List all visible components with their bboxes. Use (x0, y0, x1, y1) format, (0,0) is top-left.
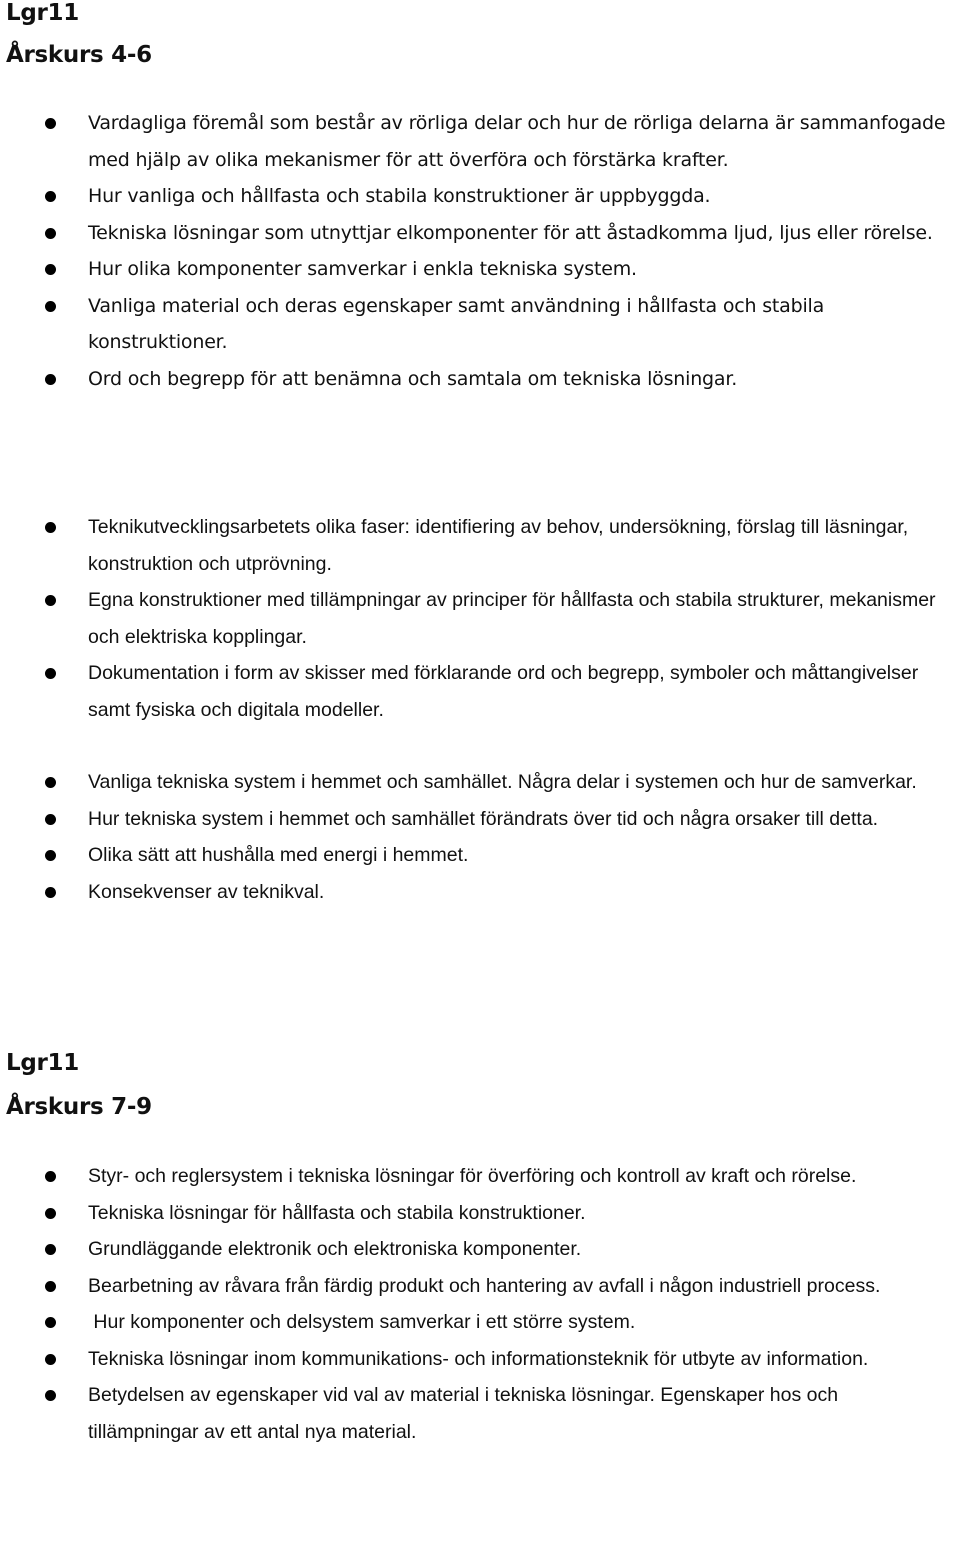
bullet-icon (45, 1281, 56, 1292)
list-item (0, 655, 960, 728)
section1-heading-line1: Lgr11 (6, 0, 79, 26)
section2-heading-line2: Årskurs 7-9 (6, 1094, 152, 1120)
list-item (0, 1304, 960, 1341)
list-item-text: Olika sätt att hushålla med energi i hemmet. (88, 844, 469, 866)
bullet-icon (45, 118, 56, 129)
bullet-icon (45, 887, 56, 898)
bullet-icon (45, 191, 56, 202)
list-item (0, 1341, 960, 1378)
section1-heading-line2: Årskurs 4-6 (6, 42, 152, 68)
list-item-text: Hur tekniska system i hemmet och samhället förändrats över tid och några orsaker till detta. (88, 807, 879, 830)
list-item (0, 288, 960, 361)
list-item-text: Hur komponenter och delsystem samverkar i ett större system. (88, 1311, 636, 1333)
bullet-icon (45, 1354, 56, 1365)
bullet-icon (45, 777, 56, 788)
list-item (0, 801, 960, 838)
list-item-text: Hur vanliga och hållfasta och stabila konstruktioner är uppbyggda. (88, 185, 711, 207)
bullet-icon (45, 301, 56, 312)
section2-heading-line1: Lgr11 (6, 1050, 79, 1076)
list-item-text: Ord och begrepp för att benämna och samtala om tekniska lösningar. (88, 367, 738, 390)
bullet-icon (45, 1171, 56, 1182)
bullet-icon (45, 668, 56, 679)
list-item-text: Vanliga tekniska system i hemmet och samhället. Några delar i systemen och hur de samverkar. (88, 771, 917, 793)
list-item-text: Hur olika komponenter samverkar i enkla tekniska system. (88, 258, 637, 280)
list-item (0, 874, 960, 911)
list-item (0, 764, 960, 801)
bullet-icon (45, 595, 56, 606)
list-item (0, 1268, 960, 1305)
list-item (0, 251, 960, 288)
bullet-icon (45, 1317, 56, 1328)
list-item-text: Tekniska lösningar som utnyttjar elkomponenter för att åstadkomma ljud, ljus eller rörelse. (88, 221, 933, 244)
list-item-text: Egna konstruktioner med tillämpningar av principer för hållfasta och stabila strukturer, mekanismer och elektriska kopplingar. (88, 589, 936, 648)
list-item (0, 1231, 960, 1268)
bullet-icon (45, 814, 56, 825)
list-item-text: Tekniska lösningar inom kommunikations- och informationsteknik för utbyte av information. (88, 1347, 869, 1370)
bullet-icon (45, 228, 56, 239)
bullet-icon (45, 1244, 56, 1255)
list-item (0, 837, 960, 874)
section1-bullet-list-1 (0, 105, 960, 397)
list-item-text: Konsekvenser av teknikval. (88, 880, 325, 903)
bullet-icon (45, 850, 56, 861)
bullet-icon (45, 374, 56, 385)
bullet-icon (45, 264, 56, 275)
list-item (0, 361, 960, 398)
bullet-icon (45, 1390, 56, 1401)
list-item-text: Vanliga material och deras egenskaper samt användning i hållfasta och stabila konstruktioner. (88, 294, 825, 353)
bullet-icon (45, 522, 56, 533)
section1-bullet-list-2 (0, 509, 960, 728)
list-item-text: Bearbetning av råvara från färdig produkt och hantering av avfall i någon industriell process. (88, 1274, 881, 1297)
list-item-text: Vardagliga föremål som består av rörliga delar och hur de rörliga delarna är sammanfogade med hjälp av olika mekanismer för att överföra och förstärka krafter. (88, 112, 946, 171)
list-item-text: Dokumentation i form av skisser med förklarande ord och begrepp, symboler och måttangivelser samt fysiska och digitala modeller. (88, 662, 919, 721)
list-item-text: Teknikutvecklingsarbetets olika faser: identifiering av behov, undersökning, förslag till läsningar, konstruktion och utprövning. (88, 516, 909, 575)
list-item (0, 105, 960, 178)
list-item-text: Grundläggande elektronik och elektroniska komponenter. (88, 1238, 582, 1260)
bullet-icon (45, 1208, 56, 1219)
list-item (0, 1158, 960, 1195)
list-item-text: Styr- och reglersystem i tekniska lösningar för överföring och kontroll av kraft och rörelse. (88, 1165, 857, 1187)
section1-bullet-list-3 (0, 764, 960, 910)
list-item (0, 1377, 960, 1450)
list-item (0, 178, 960, 215)
list-item (0, 1195, 960, 1232)
list-item-text: Tekniska lösningar för hållfasta och stabila konstruktioner. (88, 1201, 586, 1224)
section2-bullet-list-1 (0, 1158, 960, 1450)
list-item (0, 509, 960, 582)
list-item (0, 582, 960, 655)
list-item (0, 215, 960, 252)
list-item-text: Betydelsen av egenskaper vid val av material i tekniska lösningar. Egenskaper hos och tillämpningar av ett antal nya material. (88, 1384, 839, 1443)
